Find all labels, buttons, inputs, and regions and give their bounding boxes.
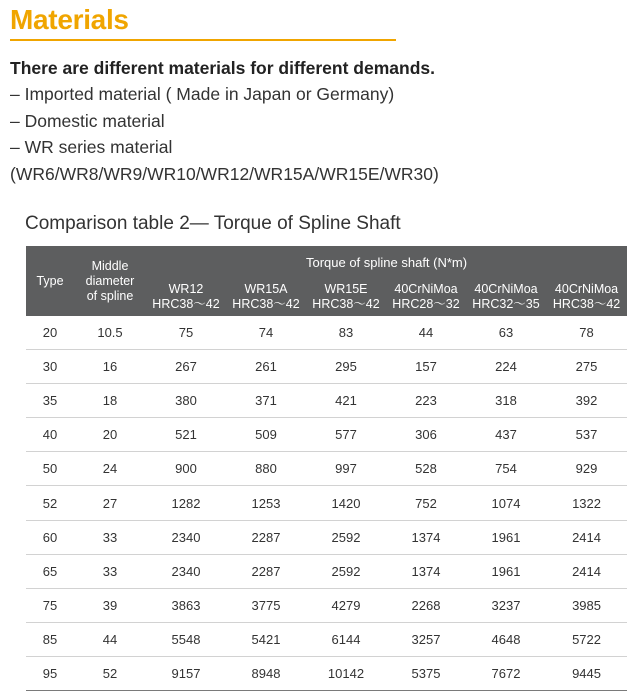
table-cell: 1420: [306, 486, 386, 520]
table-cell: 752: [386, 486, 466, 520]
header-middle-diameter: Middle diameter of spline: [74, 246, 146, 316]
header-material-40crnimoa-38-42: [546, 278, 627, 316]
table-cell: 509: [226, 418, 306, 452]
table-cell: 24: [74, 452, 146, 486]
table-cell: 421: [306, 384, 386, 418]
table-row: [26, 350, 627, 384]
table-cell: 52: [74, 656, 146, 690]
table-cell: 9157: [146, 656, 226, 690]
table-cell: 1374: [386, 554, 466, 588]
table-row: [26, 622, 627, 656]
table-cell: 44: [386, 316, 466, 350]
table-cell: 1322: [546, 486, 627, 520]
table-cell: 437: [466, 418, 546, 452]
table-cell: 33: [74, 520, 146, 554]
table-cell: 929: [546, 452, 627, 486]
table-cell: 39: [74, 588, 146, 622]
header-material-40crnimoa-32-35: [466, 278, 546, 316]
table-body: [26, 316, 627, 691]
material-grade: HRC38～42: [232, 297, 300, 311]
table-cell: 6144: [306, 622, 386, 656]
table-cell: 537: [546, 418, 627, 452]
table-row: [26, 520, 627, 554]
table-cell: 27: [74, 486, 146, 520]
table-cell: 380: [146, 384, 226, 418]
intro-line-domestic: – Domestic material: [10, 110, 165, 131]
table-cell: 2340: [146, 554, 226, 588]
table-cell: 60: [26, 520, 74, 554]
table-cell: 5421: [226, 622, 306, 656]
table-cell: 224: [466, 350, 546, 384]
table-cell: 2340: [146, 520, 226, 554]
material-grade: HRC38～42: [552, 297, 621, 311]
intro-line-wr-series: – WR series material: [10, 137, 173, 157]
table-cell: 40: [26, 418, 74, 452]
header-material-wr15a: [226, 278, 306, 316]
table-cell: 2268: [386, 588, 466, 622]
table-cell: 78: [546, 316, 627, 350]
table-cell: 10.5: [74, 316, 146, 350]
material-name: WR12: [168, 282, 204, 296]
table-cell: 2287: [226, 520, 306, 554]
table-cell: 223: [386, 384, 466, 418]
material-grade: HRC38～42: [152, 297, 220, 311]
table-cell: 20: [26, 316, 74, 350]
table-row: [26, 656, 627, 690]
table-cell: 1074: [466, 486, 546, 520]
header-material-40crnimoa-28-32: [386, 278, 466, 316]
header-type: Type: [26, 246, 74, 316]
table-cell: 371: [226, 384, 306, 418]
table-cell: 521: [146, 418, 226, 452]
table-cell: 50: [26, 452, 74, 486]
table-cell: 7672: [466, 656, 546, 690]
table-cell: 4279: [306, 588, 386, 622]
material-name: WR15A: [244, 282, 288, 296]
header-torque-group: Torque of spline shaft (N*m): [146, 246, 627, 278]
table-cell: 1374: [386, 520, 466, 554]
table-cell: 900: [146, 452, 226, 486]
material-name: WR15E: [324, 282, 368, 296]
intro-heading: There are different materials for different demands.: [10, 58, 435, 78]
table-cell: 880: [226, 452, 306, 486]
table-row: [26, 384, 627, 418]
table-cell: 30: [26, 350, 74, 384]
table-cell: 5722: [546, 622, 627, 656]
table-cell: 35: [26, 384, 74, 418]
intro-line-imported: – Imported material ( Made in Japan or Germany): [10, 84, 395, 104]
table-cell: 3775: [226, 588, 306, 622]
table-cell: 5375: [386, 656, 466, 690]
table-cell: 95: [26, 656, 74, 690]
material-name: 40CrNiMoa: [394, 282, 458, 296]
section-title: Materials: [10, 4, 129, 35]
table-cell: 75: [26, 588, 74, 622]
table-cell: 1282: [146, 486, 226, 520]
table-cell: 1253: [226, 486, 306, 520]
table-row: [26, 316, 627, 350]
table-row: [26, 486, 627, 520]
header-material-wr12: [146, 278, 226, 316]
table-cell: 261: [226, 350, 306, 384]
table-cell: 3863: [146, 588, 226, 622]
table-cell: 4648: [466, 622, 546, 656]
table-cell: 267: [146, 350, 226, 384]
table-cell: 2287: [226, 554, 306, 588]
table-cell: 3257: [386, 622, 466, 656]
table-cell: 577: [306, 418, 386, 452]
table-cell: 16: [74, 350, 146, 384]
torque-comparison-table: [26, 246, 627, 691]
table-cell: 18: [74, 384, 146, 418]
table-cell: 1961: [466, 520, 546, 554]
table-cell: 63: [466, 316, 546, 350]
table-cell: 20: [74, 418, 146, 452]
table-cell: 5548: [146, 622, 226, 656]
table-cell: 44: [74, 622, 146, 656]
table-cell: 2592: [306, 520, 386, 554]
table-cell: 83: [306, 316, 386, 350]
table-cell: 74: [226, 316, 306, 350]
intro-line-wr-models: (WR6/WR8/WR9/WR10/WR12/WR15A/WR15E/WR30): [10, 163, 439, 184]
table-cell: 3237: [466, 588, 546, 622]
material-name: 40CrNiMoa: [554, 282, 619, 296]
table-cell: 9445: [546, 656, 627, 690]
material-grade: HRC38～42: [312, 297, 380, 311]
table-cell: 318: [466, 384, 546, 418]
table-cell: 52: [26, 486, 74, 520]
table-cell: 306: [386, 418, 466, 452]
table-cell: 1961: [466, 554, 546, 588]
header-material-wr15e: [306, 278, 386, 316]
material-grade: HRC32～35: [472, 297, 540, 311]
table-cell: 2592: [306, 554, 386, 588]
table-cell: 157: [386, 350, 466, 384]
table-cell: 392: [546, 384, 627, 418]
table-cell: 8948: [226, 656, 306, 690]
table-row: [26, 554, 627, 588]
table-cell: 85: [26, 622, 74, 656]
table-cell: 33: [74, 554, 146, 588]
table-cell: 997: [306, 452, 386, 486]
table-cell: 10142: [306, 656, 386, 690]
table-cell: 2414: [546, 554, 627, 588]
table-cell: 3985: [546, 588, 627, 622]
table-cell: 65: [26, 554, 74, 588]
table-cell: 2414: [546, 520, 627, 554]
material-name: 40CrNiMoa: [474, 282, 538, 296]
intro-block: [10, 55, 630, 187]
table-row: [26, 452, 627, 486]
table-cell: 528: [386, 452, 466, 486]
table-cell: 295: [306, 350, 386, 384]
table-cell: 275: [546, 350, 627, 384]
table-caption: Comparison table 2— Torque of Spline Shaft: [25, 213, 401, 234]
title-underline: [10, 39, 396, 41]
table-cell: 754: [466, 452, 546, 486]
table-row: [26, 588, 627, 622]
table-row: [26, 418, 627, 452]
material-grade: HRC28～32: [392, 297, 460, 311]
table-cell: 75: [146, 316, 226, 350]
